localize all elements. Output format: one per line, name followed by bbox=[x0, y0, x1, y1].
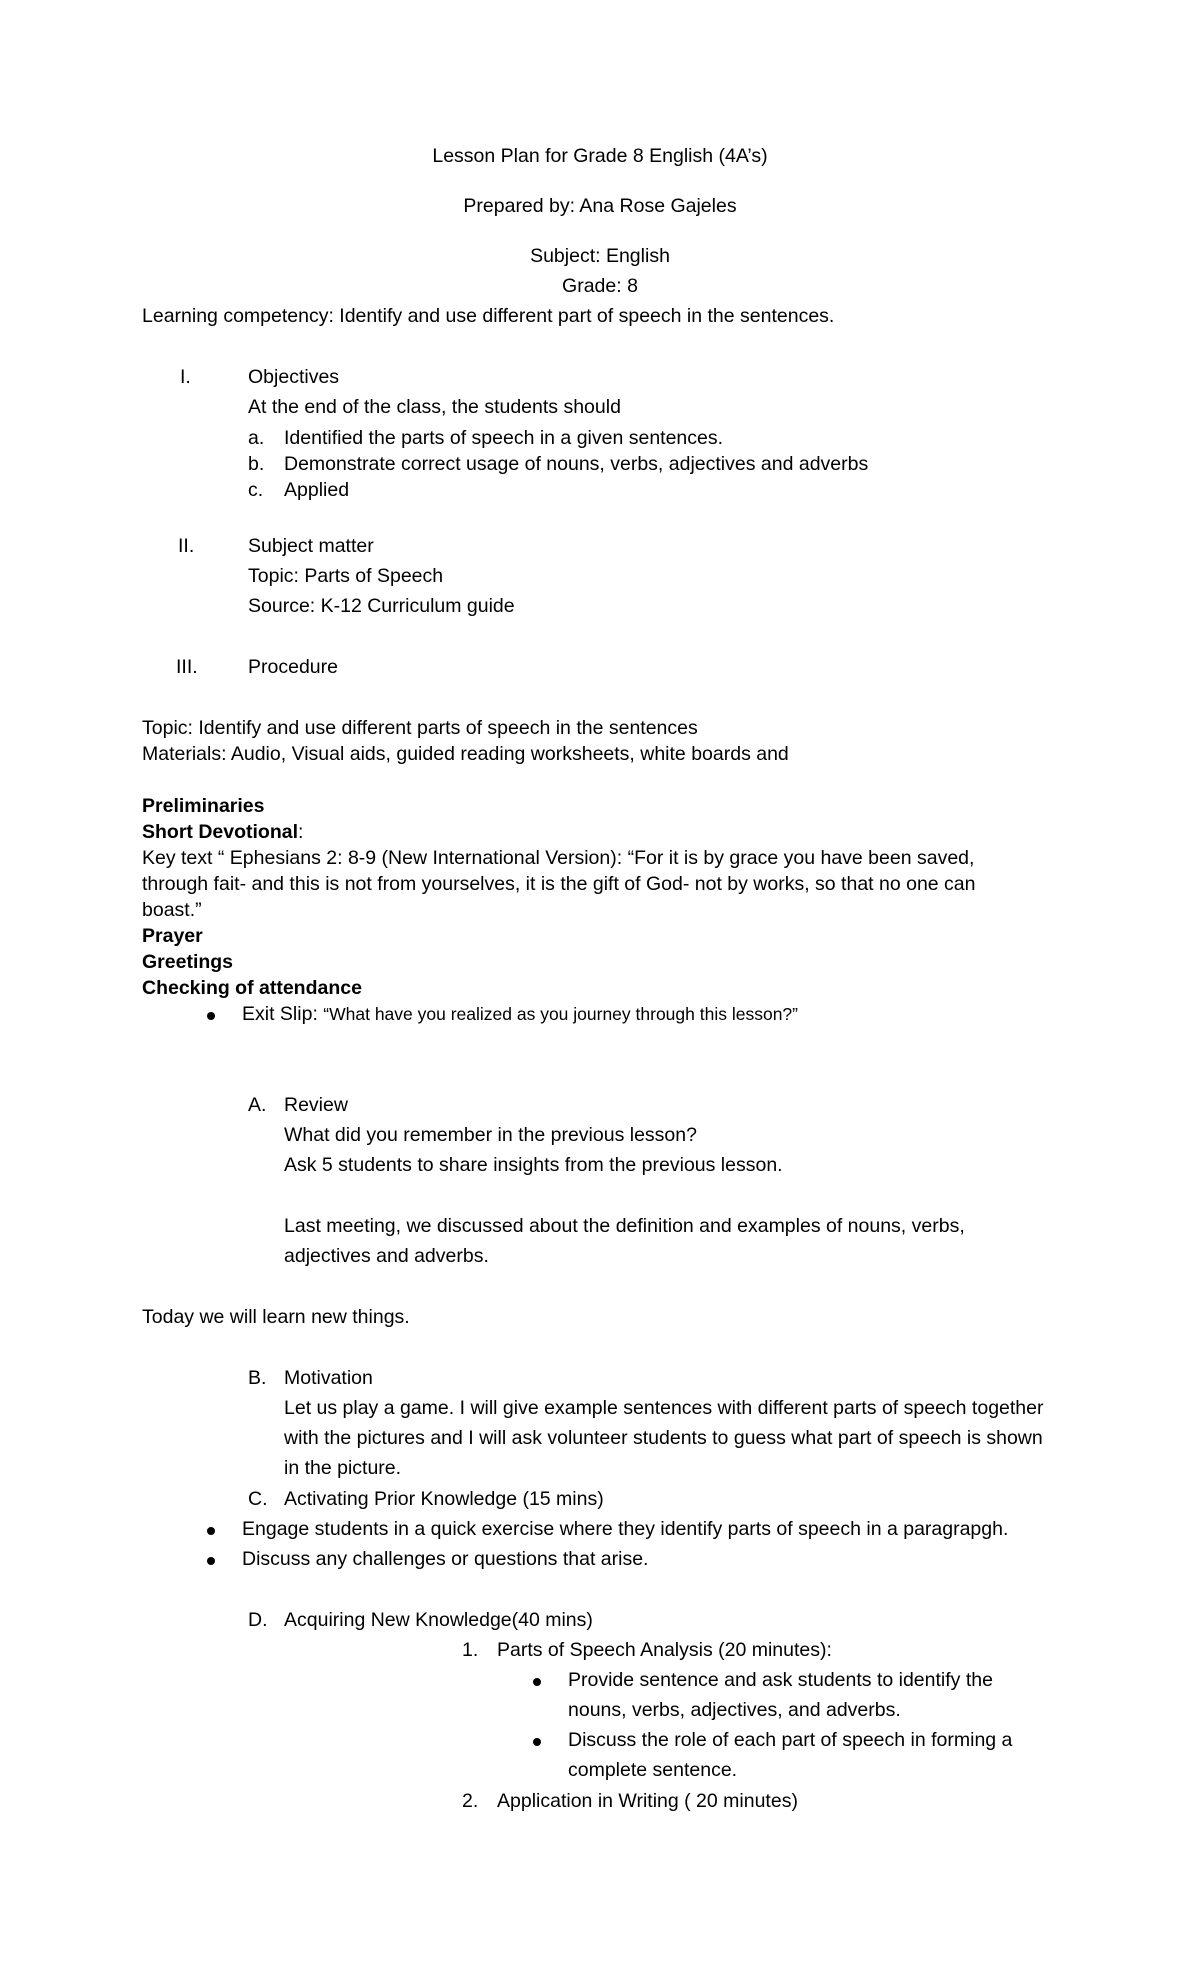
last-meeting-line: adjectives and adverbs. bbox=[284, 1245, 489, 1267]
activating-bullet: Discuss any challenges or questions that arise. bbox=[242, 1548, 649, 1570]
key-text-line: through fait- and this is not from yourselves, it is the gift of God- not by works, so that no one can bbox=[142, 873, 976, 895]
subject-line: Subject: English bbox=[530, 245, 670, 267]
step-title: Application in Writing ( 20 minutes) bbox=[497, 1790, 798, 1812]
motivation-line: with the pictures and I will ask volunteer students to guess what part of speech is shown bbox=[284, 1427, 1043, 1449]
step-number: 2. bbox=[462, 1790, 479, 1812]
bullet-icon bbox=[207, 1527, 215, 1535]
activating-title: Activating Prior Knowledge (15 mins) bbox=[284, 1488, 604, 1510]
section-1-title: Objectives bbox=[248, 366, 340, 388]
objective-item: Identified the parts of speech in a given sentences. bbox=[284, 427, 724, 449]
objective-letter: b. bbox=[248, 453, 265, 475]
motivation-line: Let us play a game. I will give example sentences with different parts of speech together bbox=[284, 1397, 1044, 1419]
step-number: 1. bbox=[462, 1639, 479, 1661]
prayer-heading: Prayer bbox=[142, 925, 203, 947]
step-bullet-line: Provide sentence and ask students to identify the bbox=[568, 1669, 993, 1691]
subject-source: Source: K-12 Curriculum guide bbox=[248, 595, 515, 617]
section-2-number: II. bbox=[178, 535, 195, 557]
activating-bullet: Engage students in a quick exercise where they identify parts of speech in a paragrapgh. bbox=[242, 1518, 1009, 1540]
motivation-line: in the picture. bbox=[284, 1457, 402, 1479]
objective-item: Demonstrate correct usage of nouns, verbs, adjectives and adverbs bbox=[284, 453, 869, 475]
key-text-line: boast.” bbox=[142, 899, 202, 921]
section-1-number: I. bbox=[180, 366, 191, 388]
objectives-intro: At the end of the class, the students should bbox=[248, 396, 621, 418]
acquiring-letter: D. bbox=[248, 1609, 268, 1631]
learning-competency: Learning competency: Identify and use different part of speech in the sentences. bbox=[142, 305, 835, 327]
procedure-materials: Materials: Audio, Visual aids, guided reading worksheets, white boards and bbox=[142, 743, 789, 765]
preliminaries-heading: Preliminaries bbox=[142, 795, 265, 817]
greetings-heading: Greetings bbox=[142, 951, 234, 973]
grade-line: Grade: 8 bbox=[562, 275, 638, 297]
section-3-title: Procedure bbox=[248, 656, 338, 678]
objective-item: Applied bbox=[284, 479, 350, 501]
step-bullet-line: nouns, verbs, adjectives, and adverbs. bbox=[568, 1699, 901, 1721]
motivation-letter: B. bbox=[248, 1367, 267, 1389]
motivation-title: Motivation bbox=[284, 1367, 373, 1389]
acquiring-title: Acquiring New Knowledge(40 mins) bbox=[284, 1609, 593, 1631]
document-title: Lesson Plan for Grade 8 English (4A’s) bbox=[432, 145, 768, 167]
exit-slip-label: Exit Slip: bbox=[242, 1003, 324, 1025]
last-meeting-line: Last meeting, we discussed about the definition and examples of nouns, verbs, bbox=[284, 1215, 965, 1237]
bullet-icon bbox=[207, 1557, 215, 1565]
short-devotional bbox=[142, 819, 303, 845]
short-devotional-label: Short Devotional bbox=[142, 821, 299, 843]
review-line: What did you remember in the previous lesson? bbox=[284, 1124, 697, 1146]
activating-letter: C. bbox=[248, 1488, 268, 1510]
exit-slip bbox=[242, 1001, 798, 1027]
section-3-number: III. bbox=[176, 656, 198, 678]
review-letter: A. bbox=[248, 1094, 267, 1116]
bullet-icon bbox=[207, 1012, 215, 1020]
today-line: Today we will learn new things. bbox=[142, 1306, 410, 1328]
attendance-heading: Checking of attendance bbox=[142, 977, 362, 999]
objective-letter: c. bbox=[248, 479, 264, 501]
step-title: Parts of Speech Analysis (20 minutes): bbox=[497, 1639, 832, 1661]
step-bullet-line: complete sentence. bbox=[568, 1759, 738, 1781]
procedure-topic: Topic: Identify and use different parts of speech in the sentences bbox=[142, 717, 698, 739]
bullet-icon bbox=[533, 1738, 541, 1746]
section-2-title: Subject matter bbox=[248, 535, 374, 557]
prepared-by: Prepared by: Ana Rose Gajeles bbox=[463, 195, 737, 217]
step-bullet-line: Discuss the role of each part of speech in forming a bbox=[568, 1729, 1013, 1751]
subject-topic: Topic: Parts of Speech bbox=[248, 565, 444, 587]
review-line: Ask 5 students to share insights from the previous lesson. bbox=[284, 1154, 783, 1176]
review-title: Review bbox=[284, 1094, 348, 1116]
bullet-icon bbox=[533, 1678, 541, 1686]
short-devotional-colon: : bbox=[298, 821, 304, 843]
exit-slip-text: “What have you realized as you journey through this lesson?” bbox=[323, 1004, 798, 1024]
key-text-line: Key text “ Ephesians 2: 8-9 (New International Version): “For it is by grace you have been saved, bbox=[142, 847, 975, 869]
objective-letter: a. bbox=[248, 427, 265, 449]
